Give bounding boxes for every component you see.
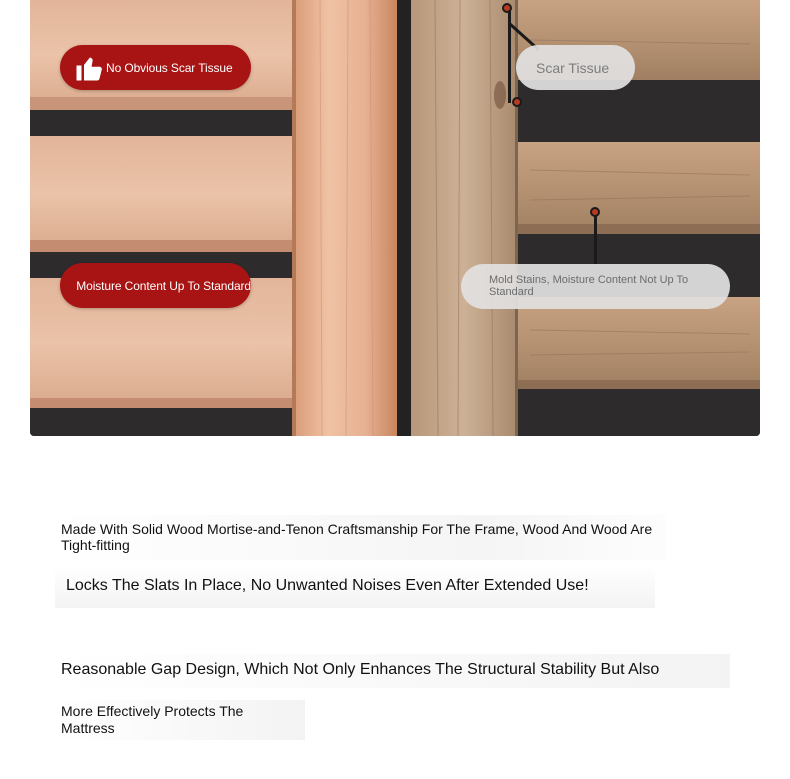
marker-dot-scar-bottom xyxy=(512,97,522,107)
description-gap-design: Reasonable Gap Design, Which Not Only Enhances The Structural Stability But Also xyxy=(55,654,730,688)
callout-line-mold xyxy=(594,215,597,267)
defect-label-mold xyxy=(461,264,730,309)
pill-label: Mold Stains, Moisture Content Not Up To Standard xyxy=(489,274,689,298)
description-frame-craftsmanship: Made With Solid Wood Mortise-and-Tenon Craftsmanship For The Frame, Wood And Wood Are Tight-fitting xyxy=(55,515,667,560)
quality-badge-moisture xyxy=(60,263,251,308)
pill-label: Scar Tissue xyxy=(536,59,610,76)
badge-label: Moisture Content Up To Standard xyxy=(76,278,251,293)
description-mattress-protection: More Effectively Protects The Mattress xyxy=(55,700,305,740)
marker-dot-mold xyxy=(590,207,600,217)
badge-label: No Obvious Scar Tissue xyxy=(106,60,233,75)
description-no-noise: Locks The Slats In Place, No Unwanted Noises Even After Extended Use! xyxy=(55,566,655,608)
quality-badge-no-scar xyxy=(60,45,251,90)
defect-label-scar xyxy=(516,45,635,90)
marker-dot-scar-top xyxy=(502,3,512,13)
thumbs-up-icon xyxy=(74,53,104,83)
